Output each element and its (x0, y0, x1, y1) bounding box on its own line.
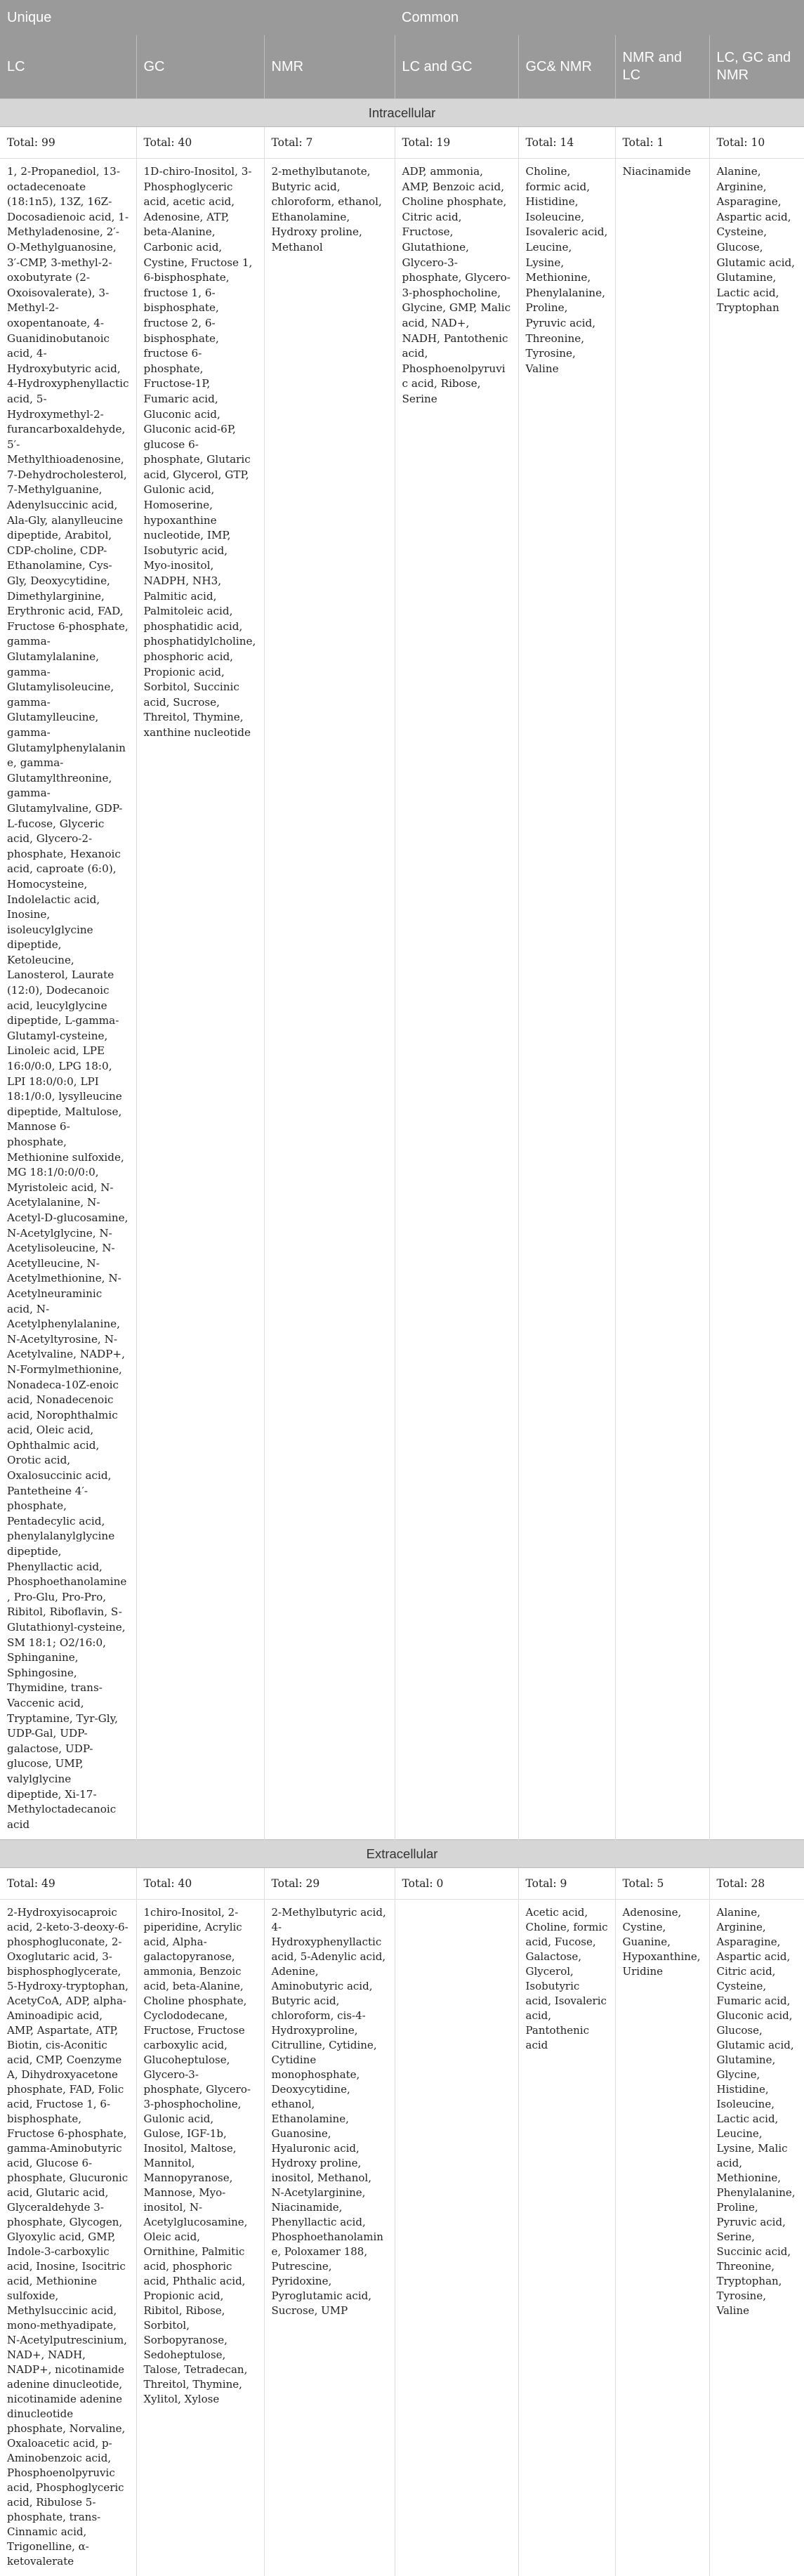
section-row-intracellular (0, 99, 804, 127)
metabolite-list-cell: Choline, formic acid, Histidine, Isoleucine, Isovaleric acid, Leucine, Lysine, Methionine, Phenylalanine, Proline, Pyruvic acid, Threonine, Tyrosine, Valine (518, 159, 615, 1840)
column-header-gc-and-nmr: GC& NMR (518, 35, 615, 99)
metabolite-list-cell: Alanine, Arginine, Asparagine, Aspartic acid, Citric acid, Cysteine, Fumaric acid, Gluconic acid, Glucose, Glutamic acid, Glutamine, Glycine, Histidine, Isoleucine, Lactic acid, Leucine, Lysine, Malic acid, Methionine, Phenylalanine, Proline, Pyruvic acid, Serine, Succinic acid, Threonine, Tryptophan, Tyrosine, Valine (709, 1900, 804, 2576)
total-cell: Total: 1 (615, 127, 709, 159)
column-header-nmr: NMR (264, 35, 395, 99)
metabolite-list-row (0, 1900, 804, 2576)
metabolite-list-cell: 2-Methylbutyric acid, 4-Hydroxyphenyllactic acid, 5-Adenylic acid, Adenine, Aminobutyric acid, Butyric acid, chloroform, cis-4-Hydroxyproline, Citrulline, Cytidine, Cytidine monophosphate, Deoxycytidine, ethanol, Ethanolamine, Guanosine, Hyaluronic acid, Hydroxy proline, inositol, Methanol, N-Acetylarginine, Niacinamide, Phenyllactic acid, Phosphoethanolamine, Poloxamer 188, Putrescine, Pyridoxine, Pyroglutamic acid, Sucrose, UMP (264, 1900, 395, 2576)
group-header-row (0, 0, 804, 35)
total-cell: Total: 40 (136, 127, 264, 159)
total-cell: Total: 49 (0, 1868, 136, 1900)
metabolite-list-cell: 2-Hydroxyisocaproic acid, 2-keto-3-deoxy-6-phosphogluconate, 2-Oxoglutaric acid, 3-bisphosphoglycerate, 5-Hydroxy-tryptophan, AcetyCoA, ADP, alpha-Aminoadipic acid, AMP, Aspartate, ATP, Biotin, cis-Aconitic acid, CMP, Coenzyme A, Dihydroxyacetone phosphate, FAD, Folic acid, Fructose 1, 6-bisphosphate, Fructose 6-phosphate, gamma-Aminobutyric acid, Glucose 6-phosphate, Glucuronic acid, Glutaric acid, Glyceraldehyde 3-phosphate, Glycogen, Glyoxylic acid, GMP, Indole-3-carboxylic acid, Inosine, Isocitric acid, Methionine sulfoxide, Methylsuccinic acid, mono-methyadipate, N-Acetylputrescinium, NAD+, NADH, NADP+, nicotinamide adenine dinucleotide, nicotinamide adenine dinucleotide phosphate, Norvaline, Oxaloacetic acid, p-Aminobenzoic acid, Phosphoenolpyruvic acid, Phosphoglyceric acid, Ribulose 5-phosphate, trans-Cinnamic acid, Trigonelline, α-ketovalerate (7, 1906, 128, 2568)
column-header-nmr-and-lc: NMR and LC (615, 35, 709, 99)
group-header-unique: Unique (0, 0, 395, 35)
metabolite-list-cell: 1chiro-Inositol, 2-piperidine, Acrylic acid, Alpha- galactopyranose, ammonia, Benzoic acid, beta-Alanine, Choline phosphate, Cyclododecane, Fructose, Fructose carboxylic acid, Glucoheptulose, Glycero-3-phosphate, Glycero-3-phosphocholine, Gulonic acid, Gulose, IGF-1b, Inositol, Maltose, Mannitol, Mannopyranose, Mannose, Myo-inositol, N-Acetylglucosamine, Oleic acid, Ornithine, Palmitic acid, phosphoric acid, Phthalic acid, Propionic acid, Ribitol, Ribose, Sorbitol, Sorbopyranose, Sedoheptulose, Talose, Tetradecan, Threitol, Thymine, Xylitol, Xylose (136, 1900, 264, 2576)
section-title: Intracellular (0, 99, 804, 127)
total-cell: Total: 40 (136, 1868, 264, 1900)
group-header-common: Common (395, 0, 804, 35)
column-header-gc: GC (136, 35, 264, 99)
column-header-lc-and-gc: LC and GC (395, 35, 518, 99)
total-cell: Total: 5 (615, 1868, 709, 1900)
metabolite-list-cell (395, 1900, 518, 2576)
metabolite-list-cell: 1D-chiro-Inositol, 3-Phosphoglyceric acid, acetic acid, Adenosine, ATP, beta-Alanine, Carbonic acid, Cystine, Fructose 1, 6-bisphosphate, fructose 1, 6-bisphosphate, fructose 2, 6-bisphosphate, fructose 6-phosphate, Fructose-1P, Fumaric acid, Gluconic acid, Gluconic acid-6P, glucose 6-phosphate, Glutaric acid, Glycerol, GTP, Gulonic acid, Homoserine, hypoxanthine nucleotide, IMP, Isobutyric acid, Myo-inositol, NADPH, NH3, Palmitic acid, Palmitoleic acid, phosphatidic acid, phosphatidylcholine, phosphoric acid, Propionic acid, Sorbitol, Succinic acid, Sucrose, Threitol, Thymine, xanthine nucleotide (136, 159, 264, 1840)
column-header-lc-gc-and-nmr: LC, GC and NMR (709, 35, 804, 99)
total-cell: Total: 7 (264, 127, 395, 159)
total-cell: Total: 9 (518, 1868, 615, 1900)
total-cell: Total: 28 (709, 1868, 804, 1900)
metabolite-list-cell: Acetic acid, Choline, formic acid, Fucose, Galactose, Glycerol, Isobutyric acid, Isovaleric acid, Pantothenic acid (518, 1900, 615, 2576)
total-cell: Total: 10 (709, 127, 804, 159)
metabolite-list-cell: Adenosine, Cystine, Guanine, Hypoxanthine, Uridine (615, 1900, 709, 2576)
total-cell: Total: 0 (395, 1868, 518, 1900)
total-cell: Total: 29 (264, 1868, 395, 1900)
total-cell: Total: 19 (395, 127, 518, 159)
total-cell: Total: 99 (0, 127, 136, 159)
metabolite-list-cell: Niacinamide (615, 159, 709, 1840)
column-header-lc: LC (0, 35, 136, 99)
totals-row (0, 127, 804, 159)
metabolite-list-cell: 1, 2-Propanediol, 13-octadecenoate (18:1n5), 13Z, 16Z-Docosadienoic acid, 1-Methyladenosine, 2′-O-Methylguanosine, 3′-CMP, 3-methyl-2-oxobutyrate (2-Oxoisovalerate), 3-Methyl-2-oxopentanoate, 4-Guanidinobutanoic acid, 4-Hydroxybutyric acid, 4-Hydroxyphenyllactic acid, 5-Hydroxymethyl-2-furancarboxaldehyde, 5′-Methylthioadenosine, 7-Dehydrocholesterol, 7-Methylguanine, Adenylsuccinic acid, Ala-Gly, alanylleucine dipeptide, Arabitol, CDP-choline, CDP-Ethanolamine, Cys-Gly, Deoxycytidine, Dimethylarginine, Erythronic acid, FAD, Fructose 6-phosphate, gamma-Glutamylalanine, gamma-Glutamylisoleucine, gamma-Glutamylleucine, gamma-Glutamylphenylalanine, gamma-Glutamylthreonine, gamma-Glutamylvaline, GDP-L-fucose, Glyceric acid, Glycero-2-phosphate, Hexanoic acid, caproate (6:0), Homocysteine, Indolelactic acid, Inosine, isoleucylglycine dipeptide, Ketoleucine, Lanosterol, Laurate (12:0), Dodecanoic acid, leucylglycine dipeptide, L-gamma-Glutamyl-cysteine, Linoleic acid, LPE 16:0/0:0, LPG 18:0, LPI 18:0/0:0, LPI 18:1/0:0, lysylleucine dipeptide, Maltulose, Mannose 6-phosphate, Methionine sulfoxide, MG 18:1/0:0/0:0, Myristoleic acid, N-Acetylalanine, N-Acetyl-D-glucosamine, N-Acetylglycine, N-Acetylisoleucine, N-Acetylleucine, N-Acetylmethionine, N-Acetylneuraminic acid, N-Acetylphenylalanine, N-Acetyltyrosine, N-Acetylvaline, NADP+, N-Formylmethionine, Nonadeca-10Z-enoic acid, Nonadecenoic acid, Norophthalmic acid, Oleic acid, Ophthalmic acid, Orotic acid, Oxalosuccinic acid, Pantetheine 4′-phosphate, Pentadecylic acid, phenylalanylglycine dipeptide, Phenyllactic acid, Phosphoethanolamine, Pro-Glu, Pro-Pro, Ribitol, Riboflavin, S-Glutathionyl-cysteine, SM 18:1; O2/16:0, Sphinganine, Sphingosine, Thymidine, trans-Vaccenic acid, Tryptamine, Tyr-Gly, UDP-Gal, UDP-galactose, UDP-glucose, UMP, valylglycine dipeptide, Xi-17-Methyloctadecanoic acid (7, 165, 129, 1831)
metabolite-list-cell: 2-methylbutanote, Butyric acid, chloroform, ethanol, Ethanolamine, Hydroxy proline, Methanol (264, 159, 395, 1840)
metabolite-list-cell: Alanine, Arginine, Asparagine, Aspartic acid, Cysteine, Glucose, Glutamic acid, Glutamine, Lactic acid, Tryptophan (709, 159, 804, 1840)
totals-row (0, 1868, 804, 1900)
section-title: Extracellular (0, 1840, 804, 1868)
column-header-row (0, 35, 804, 99)
total-cell: Total: 14 (518, 127, 615, 159)
metabolite-list-row (0, 159, 804, 1840)
metabolite-list-cell: ADP, ammonia, AMP, Benzoic acid, Choline phosphate, Citric acid, Fructose, Glutathione, Glycero-3-phosphate, Glycero-3-phosphocholine, Glycine, GMP, Malic acid, NAD+, NADH, Pantothenic acid, Phosphoenolpyruvic acid, Ribose, Serine (395, 159, 518, 1840)
section-row-extracellular (0, 1840, 804, 1868)
